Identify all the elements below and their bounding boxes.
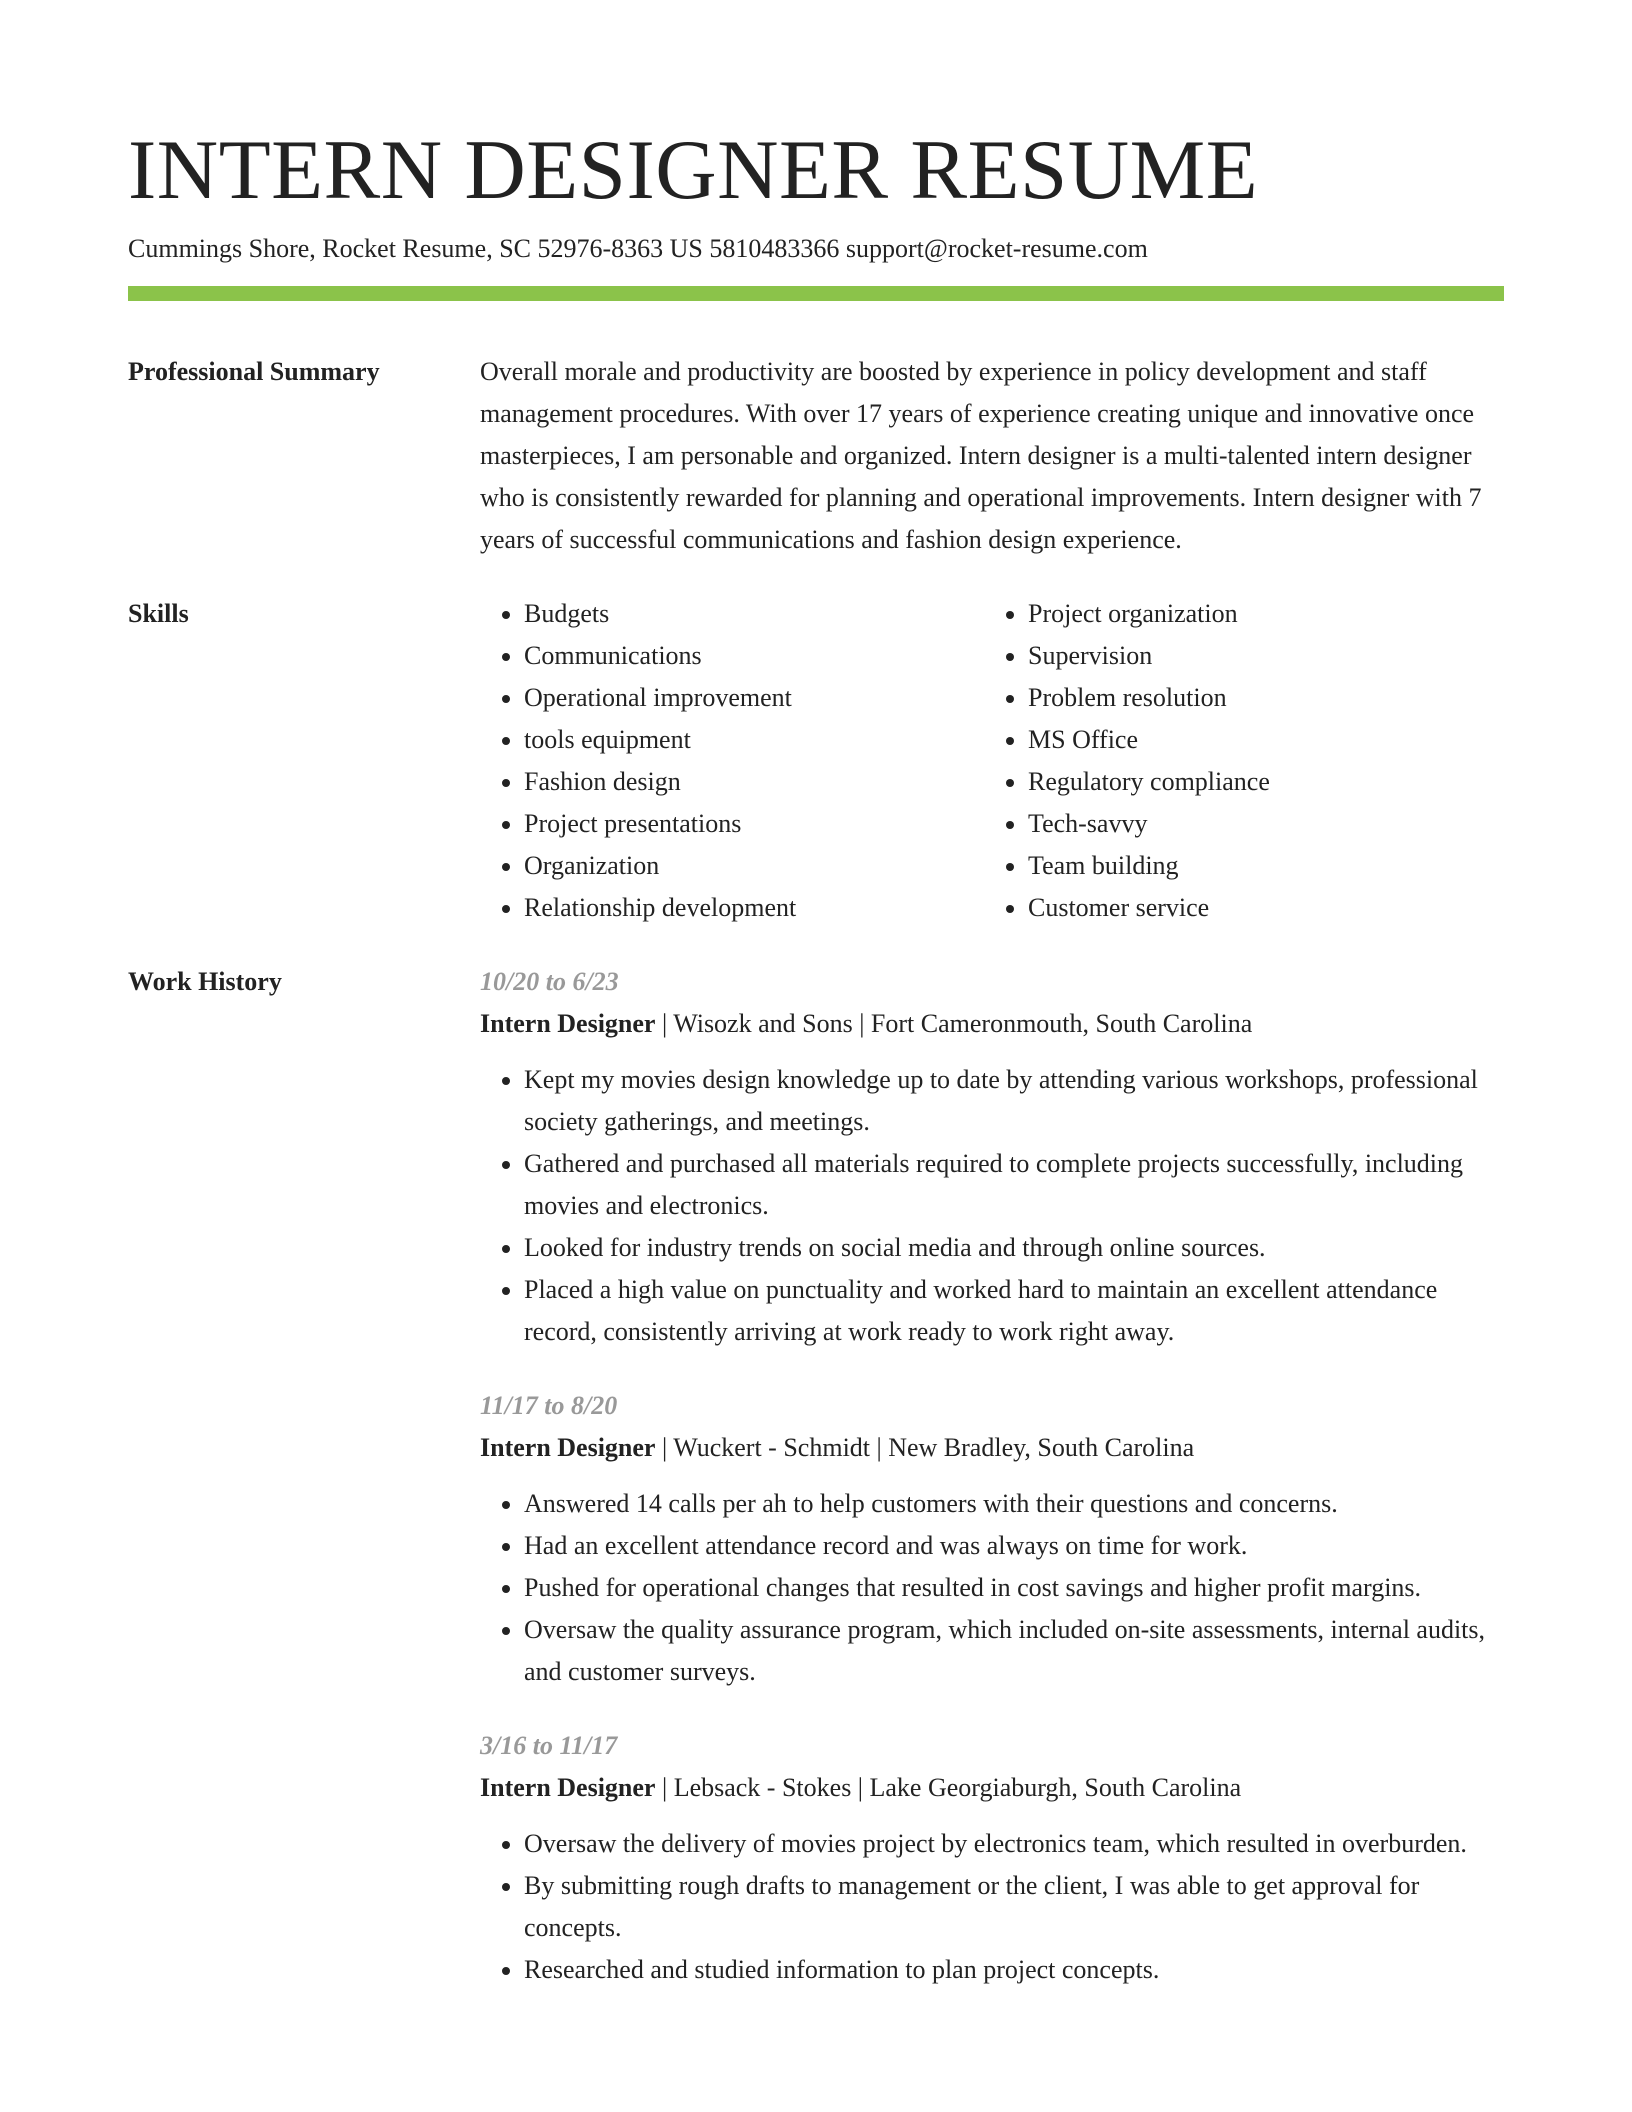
skill-item: • Project presentations [524, 803, 984, 845]
skill-item: • Tech-savvy [1028, 803, 1488, 845]
summary-text: Overall morale and productivity are boosted by experience in policy development and staff management procedures. With over 17 years of experience creating unique and innovative once masterpieces, I am personable and organized. Intern designer is a multi-talented intern designer who is consistently rewarded for planning and operational improvements. Intern designer with 7 years of successful communications and fashion design experience. [480, 357, 1482, 554]
job-bullet-list [480, 1483, 1504, 1693]
header-divider [128, 286, 1504, 301]
job-title: Intern Designer [480, 1433, 656, 1462]
skill-item: • Team building [1028, 845, 1488, 887]
job-bullet: • Pushed for operational changes that resulted in cost savings and higher profit margins. [524, 1567, 1504, 1609]
section-label-summary: Professional Summary [128, 357, 380, 386]
job-details: | Wuckert - Schmidt | New Bradley, South Carolina [655, 1433, 1195, 1462]
job-bullet-list [480, 1059, 1504, 1353]
resume-page [128, 0, 1504, 2023]
skills-body [480, 593, 1504, 929]
summary-body [480, 351, 1504, 561]
job-bullet: • Answered 14 calls per ah to help customers with their questions and concerns. [524, 1483, 1504, 1525]
skills-section [128, 593, 1504, 929]
resume-title: INTERN DESIGNER RESUME [128, 123, 1259, 217]
job-bullet: • Researched and studied information to plan project concepts. [524, 1949, 1504, 1991]
job-bullet: • Oversaw the quality assurance program, which included on-site assessments, internal audits, and customer surveys. [524, 1609, 1504, 1693]
skills-list-right [984, 593, 1488, 929]
job-entry [480, 1725, 1504, 1991]
work-history-body [480, 961, 1504, 2023]
job-header [480, 1427, 1504, 1469]
job-dates: 3/16 to 11/17 [480, 1731, 618, 1760]
skills-list-left [480, 593, 984, 929]
skills-grid [480, 593, 1504, 929]
job-bullet: • Looked for industry trends on social media and through online sources. [524, 1227, 1504, 1269]
skill-item: • Regulatory compliance [1028, 761, 1488, 803]
job-dates: 10/20 to 6/23 [480, 967, 619, 996]
skill-item: • Budgets [524, 593, 984, 635]
skill-item: • Fashion design [524, 761, 984, 803]
job-header [480, 1003, 1504, 1045]
skill-item: • tools equipment [524, 719, 984, 761]
job-title: Intern Designer [480, 1009, 656, 1038]
job-title: Intern Designer [480, 1773, 656, 1802]
skill-item: • Organization [524, 845, 984, 887]
section-label-work: Work History [128, 967, 282, 996]
skill-item: • Project organization [1028, 593, 1488, 635]
skill-item: • Relationship development [524, 887, 984, 929]
job-bullet: • Had an excellent attendance record and was always on time for work. [524, 1525, 1504, 1567]
skill-item: • Communications [524, 635, 984, 677]
skill-item: • Supervision [1028, 635, 1488, 677]
contact-line: Cummings Shore, Rocket Resume, SC 52976-8363 US 5810483366 support@rocket-resume.com [128, 234, 1148, 263]
job-details: | Wisozk and Sons | Fort Cameronmouth, South Carolina [655, 1009, 1253, 1038]
job-bullet: • Placed a high value on punctuality and worked hard to maintain an excellent attendance record, consistently arriving at work ready to work right away. [524, 1269, 1504, 1353]
job-entry [480, 1385, 1504, 1693]
job-bullet-list [480, 1823, 1504, 1991]
job-bullet: • Gathered and purchased all materials required to complete projects successfully, including movies and electronics. [524, 1143, 1504, 1227]
skill-item: • Customer service [1028, 887, 1488, 929]
section-label-skills: Skills [128, 599, 189, 628]
skill-item: • Problem resolution [1028, 677, 1488, 719]
job-bullet: • Kept my movies design knowledge up to date by attending various workshops, professional society gatherings, and meetings. [524, 1059, 1504, 1143]
job-header [480, 1767, 1504, 1809]
work-history-section [128, 961, 1504, 2023]
job-bullet: • Oversaw the delivery of movies project by electronics team, which resulted in overburden. [524, 1823, 1504, 1865]
skill-item: • Operational improvement [524, 677, 984, 719]
professional-summary-section [128, 351, 1504, 561]
job-details: | Lebsack - Stokes | Lake Georgiaburgh, South Carolina [655, 1773, 1242, 1802]
job-entry [480, 961, 1504, 1353]
job-bullet: • By submitting rough drafts to management or the client, I was able to get approval for concepts. [524, 1865, 1504, 1949]
skill-item: • MS Office [1028, 719, 1488, 761]
job-dates: 11/17 to 8/20 [480, 1391, 618, 1420]
